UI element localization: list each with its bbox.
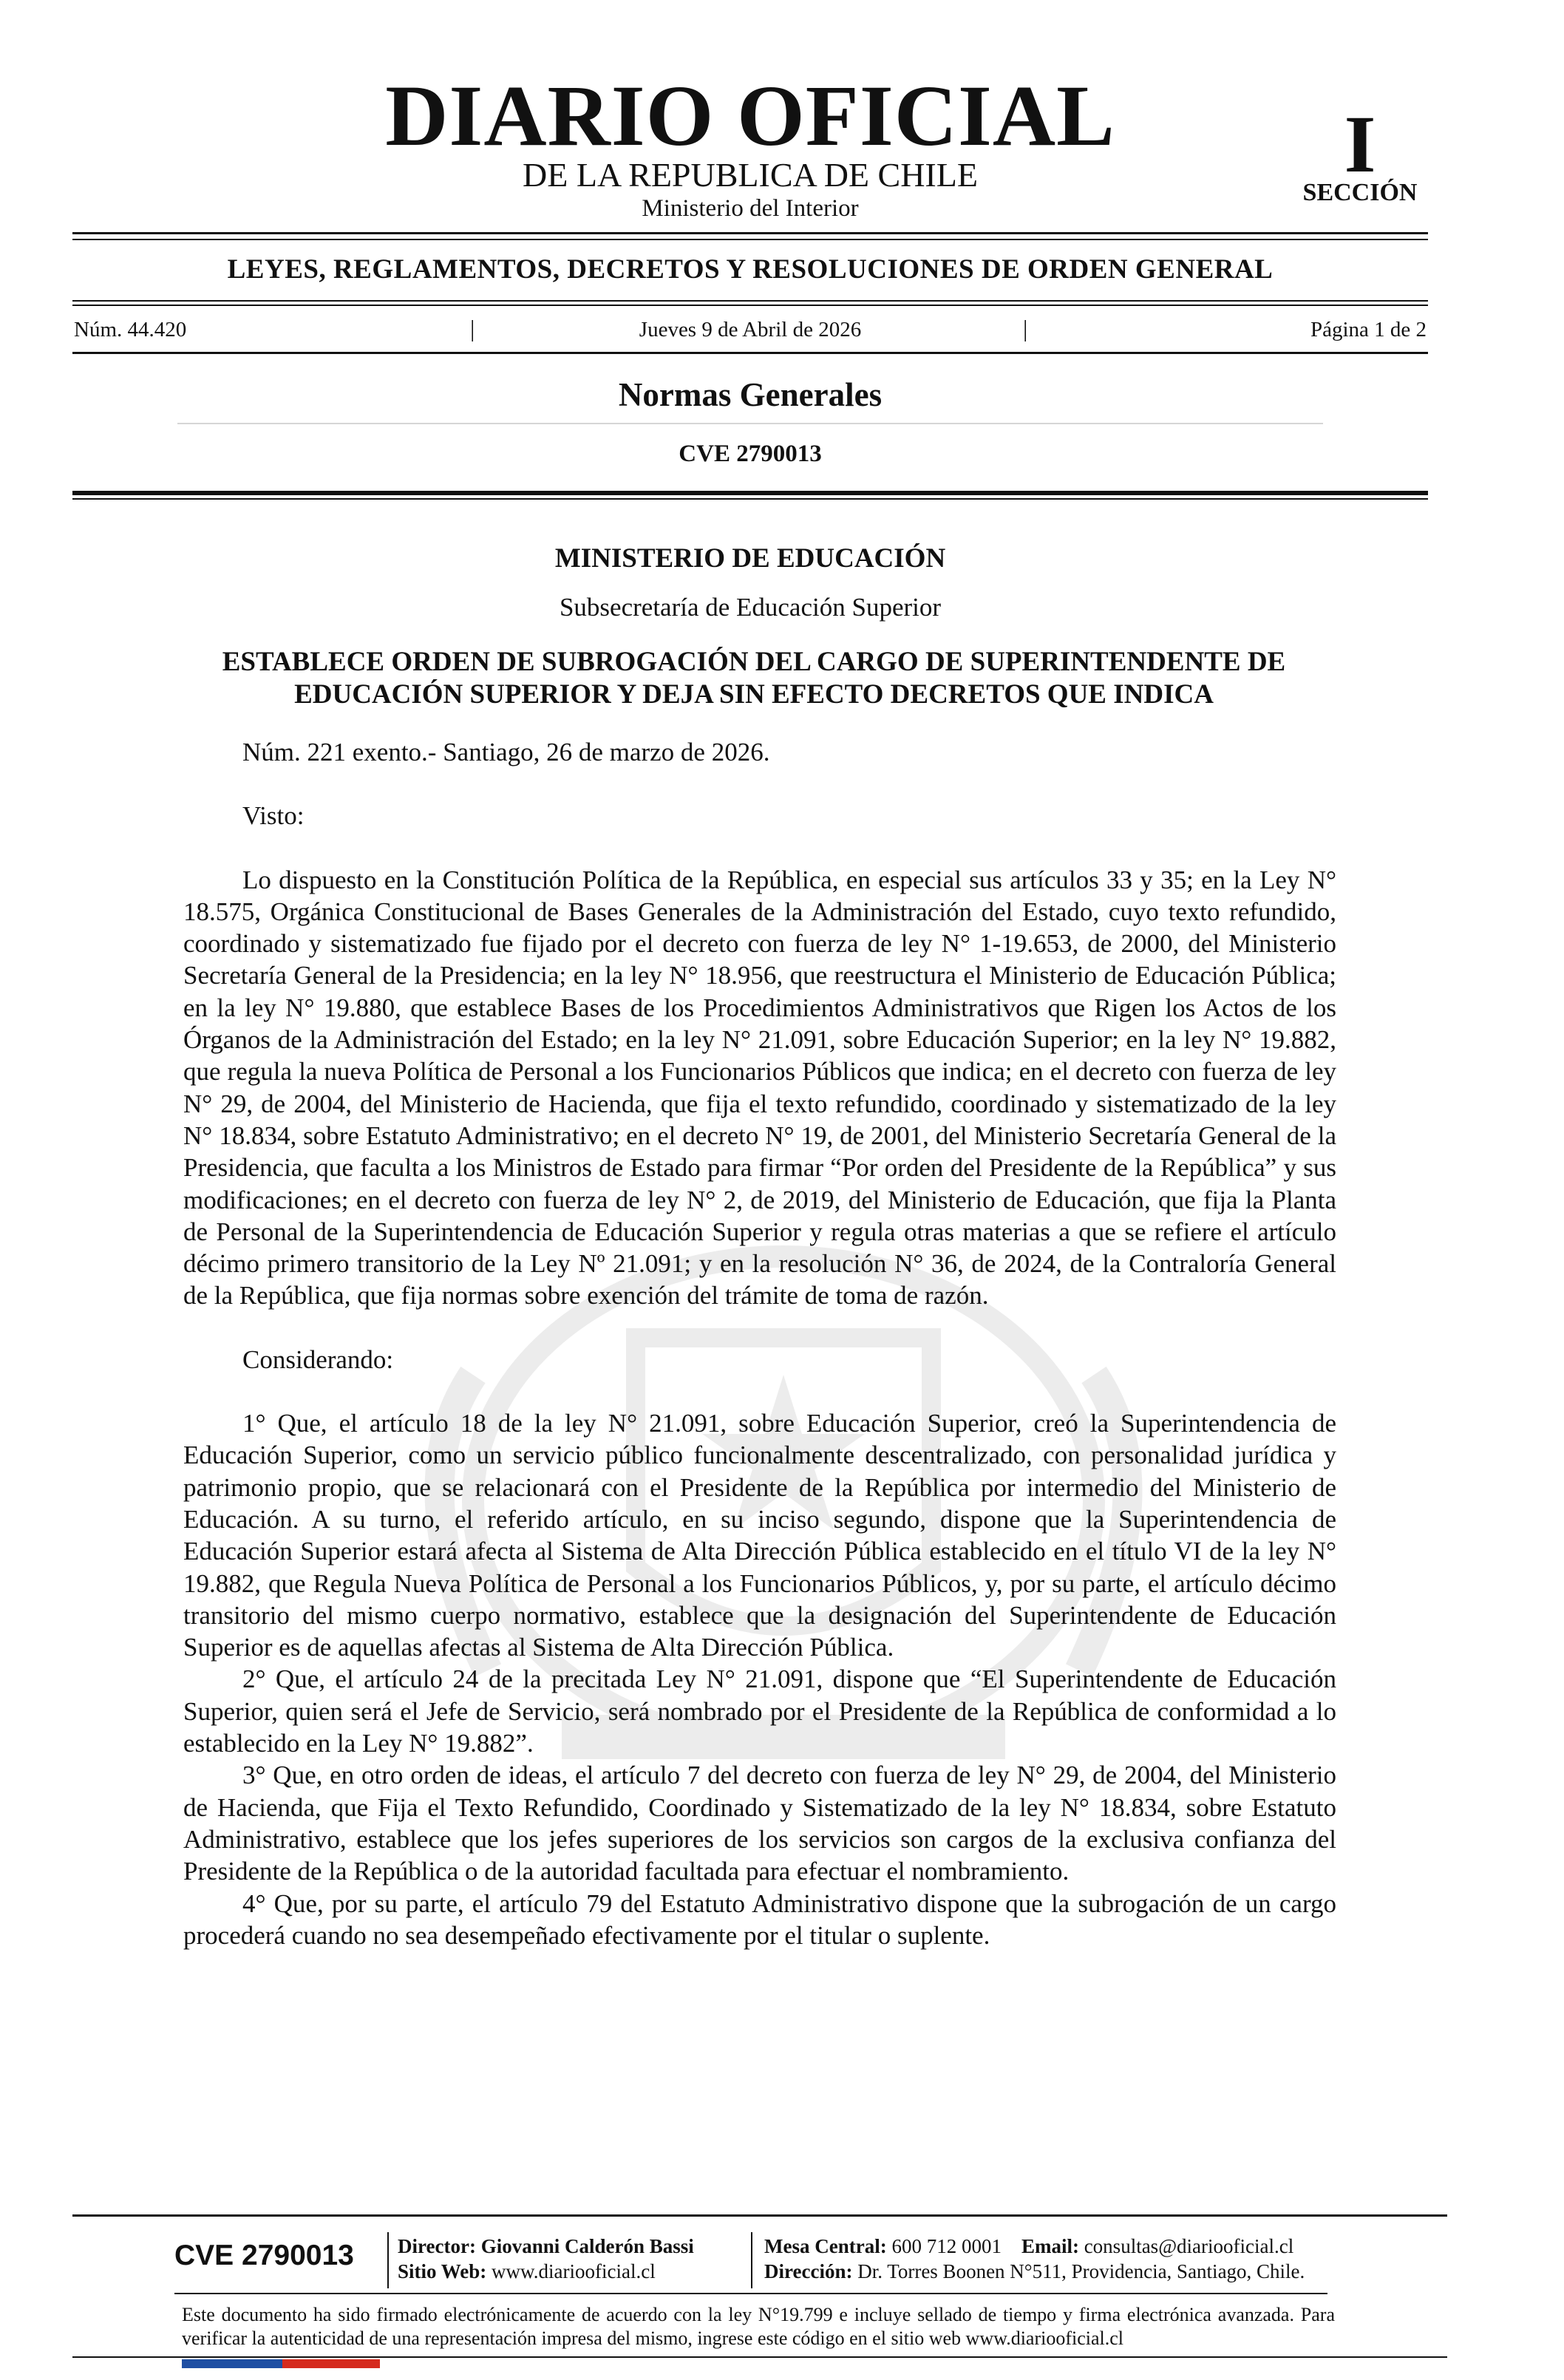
decree-ministry: MINISTERIO DE EDUCACIÓN xyxy=(554,543,946,574)
issue-rule xyxy=(72,352,1428,354)
visto-paragraph: Lo dispuesto en la Constitución Política de la República, en especial sus artículos 33 y 35; en la Ley N° 18.575, Orgánica Constitucional de Bases Generales de la Administración del Estado, cuyo texto refundido, coordinado y sistematizado fue fijado por el decreto con fuerza de ley N° 1-19.653, de 2000, del Ministerio Secretaría General de la Presidencia; en la ley N° 18.956, que reestructura el Ministerio de Educación Pública; en la ley N° 19.880, que establece Bases de los Procedimientos Administrativos que Rigen los Actos de los Órganos de la Administración del Estado; en la ley N° 21.091, sobre Educación Superior; en la ley N° 19.882, que regula la nueva Política de Personal a los Funcionarios Públicos que indica; en el decreto con fuerza de ley N° 29, de 2004, del Ministerio de Hacienda, que fija el texto refundido, coordinado y sistematizado de la ley N° 18.834, sobre Estatuto Administrativo; en el decreto N° 19, de 2001, del Ministerio Secretaría General de la Presidencia, que faculta a los Ministros de Estado para firmar “Por orden del Presidente de la República” y sus modificaciones; en el decreto con fuerza de ley N° 2, de 2019, del Ministerio de Educación, que fija la Planta de Personal de la Superintendencia de Educación Superior y regula otras materias a que se refiere el artículo décimo primero transitorio de la Ley Nº 21.091; y en la resolución N° 36, de 2024, de la Contraloría General de la República, que fija normas sobre exención del trámite de toma de razón. xyxy=(183,865,1336,1310)
web-label: Sitio Web: xyxy=(398,2260,487,2282)
decree-number-line: Núm. 221 exento.- Santiago, 26 de marzo de 2026. xyxy=(242,738,770,766)
footer-divider xyxy=(387,2232,389,2288)
issue-separator: | xyxy=(470,315,475,341)
footer-rule xyxy=(72,2214,1447,2217)
section-heading: Normas Generales xyxy=(618,376,883,413)
footer-rule-inner xyxy=(174,2293,1327,2294)
section-heading-rule xyxy=(177,423,1323,424)
decree-subsecretaria: Subsecretaría de Educación Superior xyxy=(559,593,942,622)
mesa-label: Mesa Central: xyxy=(764,2235,887,2257)
flag-stripe-red xyxy=(282,2359,380,2368)
visto-label: Visto: xyxy=(242,801,305,831)
issue-number: Núm. 44.420 xyxy=(74,318,187,341)
decree-body xyxy=(183,736,1336,1951)
decree-title: ESTABLECE ORDEN DE SUBROGACIÓN DEL CARGO DE SUPERINTENDENTE DE EDUCACIÓN SUPERIOR Y DEJA SIN EFECTO DECRETOS QUE INDICA xyxy=(222,647,1286,710)
newspaper-subtitle: DE LA REPUBLICA DE CHILE xyxy=(523,156,978,194)
footer-rule-bottom xyxy=(72,2356,1447,2358)
masthead-rule-bottom xyxy=(72,239,1428,240)
section-label: SECCIÓN xyxy=(1302,179,1418,206)
section-banner: LEYES, REGLAMENTOS, DECRETOS Y RESOLUCIONES DE ORDEN GENERAL xyxy=(227,254,1274,285)
footer-divider xyxy=(751,2232,752,2288)
newspaper-ministry: Ministerio del Interior xyxy=(642,195,859,222)
email-link[interactable]: consultas@diariooficial.cl xyxy=(1084,2235,1294,2257)
considerando-paragraph: 2° Que, el artículo 24 de la precitada Ley N° 21.091, dispone que “El Superintendente de Educación Superior, quien será el Jefe de Servicio, será nombrado por el Presidente de la República de conformidad a lo establecido en la Ley N° 19.882”. xyxy=(183,1665,1336,1758)
web-link[interactable]: www.diariooficial.cl xyxy=(492,2260,656,2282)
considerando-paragraph: 3° Que, en otro orden de ideas, el artículo 7 del decreto con fuerza de ley N° 29, de 2004, del Ministerio de Hacienda, que Fija el Texto Refundido, Coordinado y Sistematizado de la ley N° 18.834, sobre Estatuto Administrativo, establece que los jefes superiores de los servicios son cargos de la exclusiva confianza del Presidente de la República o de la autoridad facultada para efectuar el nombramiento. xyxy=(183,1761,1336,1886)
cve-rule-thin xyxy=(72,498,1428,500)
section-numeral: I xyxy=(1344,99,1376,189)
banner-rule-bottom xyxy=(72,305,1428,306)
footer-contact-block xyxy=(764,2234,1305,2284)
considerando-label: Considerando: xyxy=(242,1344,394,1374)
mesa-phone: 600 712 0001 xyxy=(891,2235,1002,2257)
address-value: Dr. Torres Boonen N°511, Providencia, Santiago, Chile. xyxy=(857,2260,1305,2282)
legal-notice: Este documento ha sido firmado electrónicamente de acuerdo con la ley N°19.799 e incluye sellado de tiempo y firma electrónica avanzada. Para verificar la autenticidad de una representación impresa del mismo, ingrese este código en el sitio web www.diariooficial.cl xyxy=(182,2304,1335,2349)
issue-separator: | xyxy=(1023,315,1028,341)
issue-page: Página 1 de 2 xyxy=(1310,318,1427,341)
footer-cve: CVE 2790013 xyxy=(174,2240,354,2271)
considerando-paragraph: 4° Que, por su parte, el artículo 79 del Estatuto Administrativo dispone que la subrogación de un cargo procederá cuando no sea desempeñado efectivamente por el titular o suplente. xyxy=(183,1888,1336,1950)
flag-stripe-blue xyxy=(182,2359,282,2368)
director-name: Giovanni Calderón Bassi xyxy=(480,2235,694,2257)
cve-rule-thick xyxy=(72,491,1428,495)
issue-date: Jueves 9 de Abril de 2026 xyxy=(639,318,862,341)
footer-director-block xyxy=(398,2234,694,2284)
masthead-rule-top xyxy=(72,232,1428,234)
cve-code: CVE 2790013 xyxy=(679,441,822,467)
newspaper-title: DIARIO OFICIAL xyxy=(385,67,1115,164)
email-label: Email: xyxy=(1021,2235,1079,2257)
director-label: Director: xyxy=(398,2235,476,2257)
address-label: Dirección: xyxy=(764,2260,853,2282)
considerando-paragraph: 1° Que, el artículo 18 de la ley N° 21.091, sobre Educación Superior, creó la Superintendencia de Educación Superior, como un servicio público funcionalmente descentralizado, con personalidad jurídica y patrimonio propio, que se relacionará con el Presidente de la República por intermedio del Ministerio de Educación. A su turno, el referido artículo, en su inciso segundo, dispone que la Superintendencia de Educación Superior estará afecta al Sistema de Alta Dirección Pública establecido en el título VI de la ley N° 19.882, que Regula Nueva Política de Personal a los Funcionarios Públicos, y, por su parte, el artículo décimo transitorio del mismo cuerpo normativo, establece que la designación del Superintendente de Educación Superior es de aquellas afectas al Sistema de Alta Dirección Pública. xyxy=(183,1409,1336,1662)
banner-rule-top xyxy=(72,300,1428,302)
